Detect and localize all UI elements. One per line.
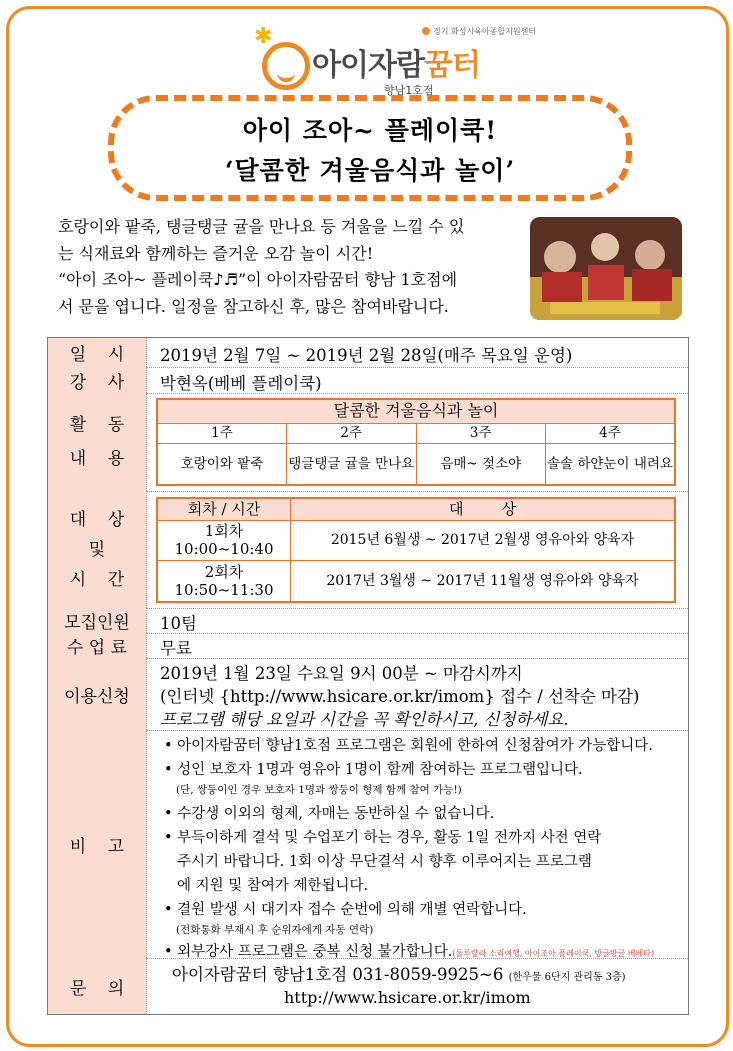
intro-text (58, 214, 528, 320)
activity-label-2: 내 용 (69, 449, 125, 469)
row-recruit (48, 608, 688, 634)
fee-label: 수 업 료 (48, 633, 147, 658)
fee-value: 무료 (160, 639, 192, 658)
instructor-label: 강 사 (48, 367, 147, 393)
logo-name-1: 아이자람 (312, 48, 424, 83)
intro-line: 서 문을 엽니다. 일정을 참고하신 후, 많은 참여바랍니다. (58, 296, 449, 316)
session-time: 10:00~10:40 (174, 540, 274, 559)
session-target: 2015년 6월생 ~ 2017년 2월생 영유아와 양육자 (291, 520, 676, 561)
logo (252, 22, 537, 97)
week-header: 4주 (546, 423, 676, 443)
schedule-value: 2019년 2월 7일 ~ 2019년 2월 28일(매주 목요일 운영) (160, 346, 573, 365)
face-icon (262, 42, 310, 90)
target-label-1: 대 상 (69, 509, 125, 530)
note-item: • 부득이하게 결석 및 수업포기 하는 경우, 활동 1일 전까지 사전 연락 (164, 830, 602, 846)
row-fee (48, 633, 688, 659)
title-line-2: ‘달콤한 겨울음식과 놀이’ (224, 156, 516, 185)
apply-notice: 프로그램 해당 요일과 시간을 꼭 확인하시고, 신청하세요. (160, 710, 569, 729)
activity-table (156, 398, 676, 486)
intro-line: 호랑이와 팥죽, 탱글탱글 귤을 만나요 등 겨울을 느낄 수 있 (58, 217, 465, 236)
target-label-2: 및 (88, 539, 106, 560)
note-item: • 결원 발생 시 대기자 접수 순번에 의해 개별 연락합니다. (164, 902, 527, 918)
note-item: 주시기 바랍니다. 1회 이상 무단결석 시 향후 이루어지는 프로그램 (177, 854, 592, 870)
week-header: 1주 (157, 423, 287, 443)
note-item: (단, 쌍둥이인 경우 보호자 1명과 쌍둥이 형제 함께 참여 가능!) (176, 784, 462, 796)
intro-line: “아이 조아~ 플레이쿡♪♬”이 아이자람꿈터 향남 1호점에 (58, 270, 458, 289)
target-col-1: 회차 / 시간 (157, 498, 291, 520)
week-content: 호랑이와 팥죽 (157, 443, 287, 485)
week-content: 음매~ 젖소야 (416, 443, 546, 485)
intro-line: 는 식재료와 함께하는 즐거운 오감 놀이 시간! (58, 243, 374, 263)
row-contact (48, 958, 688, 1014)
target-table (156, 497, 676, 603)
activity-label-1: 활 동 (69, 415, 125, 435)
star-icon: ✱ (254, 24, 273, 49)
target-label-3: 시 간 (69, 569, 125, 590)
contact-phone: 아이자람꿈터 향남1호점 031-8059-9925~6 (172, 965, 504, 984)
recruit-label: 모집인원 (48, 608, 147, 633)
session-time: 10:50~11:30 (174, 581, 274, 600)
apply-method: (인터넷 {http://www.hsicare.or.kr/imom} 접수 / 선착순 마감) (160, 687, 640, 706)
week-header: 2주 (287, 423, 417, 443)
info-table (47, 337, 689, 1015)
note-item: 에 지원 및 참여가 제한됩니다. (177, 878, 369, 894)
row-instructor (48, 367, 688, 394)
logo-org-name: 경기 화성시육아종합지원센터 (433, 27, 537, 36)
row-schedule (48, 338, 688, 368)
schedule-label: 일 시 (48, 338, 147, 367)
apply-label: 이용신청 (48, 658, 147, 730)
logo-branch: 향남1호점 (384, 84, 434, 97)
session-round: 2회차 (204, 563, 244, 582)
contact-url[interactable]: http://www.hsicare.or.kr/imom (284, 988, 531, 1007)
row-activity (48, 393, 688, 492)
activity-photo (530, 217, 682, 320)
week-content: 솔솔 하얀눈이 내려요 (546, 443, 676, 485)
row-target (48, 491, 688, 609)
title-box (108, 95, 632, 201)
activity-table-title: 달콤한 겨울음식과 놀이 (157, 399, 675, 423)
note-item: • 성인 보호자 1명과 영유아 1명이 함께 참여하는 프로그램입니다. (164, 762, 583, 778)
week-content: 탱글탱글 귤을 만나요 (287, 443, 417, 485)
note-item: • 수강생 이외의 형제, 자매는 동반하실 수 없습니다. (164, 806, 495, 822)
note-item: • 아이자람꿈터 향남1호점 프로그램은 회원에 한하여 신청참여가 가능합니다. (164, 738, 653, 754)
notes-label: 비 고 (48, 730, 147, 958)
recruit-value: 10팀 (160, 614, 197, 633)
contact-address: (한우물 6단지 관리동 3층) (508, 972, 626, 983)
target-col-2: 대 상 (291, 498, 676, 520)
logo-name-2: 꿈터 (423, 48, 480, 83)
week-header: 3주 (416, 423, 546, 443)
note-item: (전화통화 부재시 후 순위자에게 자동 연락) (176, 924, 374, 936)
contact-label: 문 의 (48, 958, 147, 1014)
session-target: 2017년 3월생 ~ 2017년 11월생 영유아와 양육자 (291, 561, 676, 602)
session-round: 1회차 (204, 522, 244, 541)
row-apply (48, 658, 688, 731)
row-notes (48, 730, 688, 959)
note-item: • 외부강사 프로그램은 중복 신청 불가합니다. (164, 944, 453, 960)
org-mark-icon (422, 27, 430, 35)
apply-period: 2019년 1월 23일 수요일 9시 00분 ~ 마감시까지 (160, 664, 523, 683)
note-program-list: (둘루랄라 소리여행, 아이조아 플레이쿡, 방글방글 베베타) (452, 949, 655, 958)
instructor-value: 박현옥(베베 플레이쿡) (160, 374, 322, 393)
title-line-1: 아이 조아~ 플레이쿡! (242, 116, 498, 145)
